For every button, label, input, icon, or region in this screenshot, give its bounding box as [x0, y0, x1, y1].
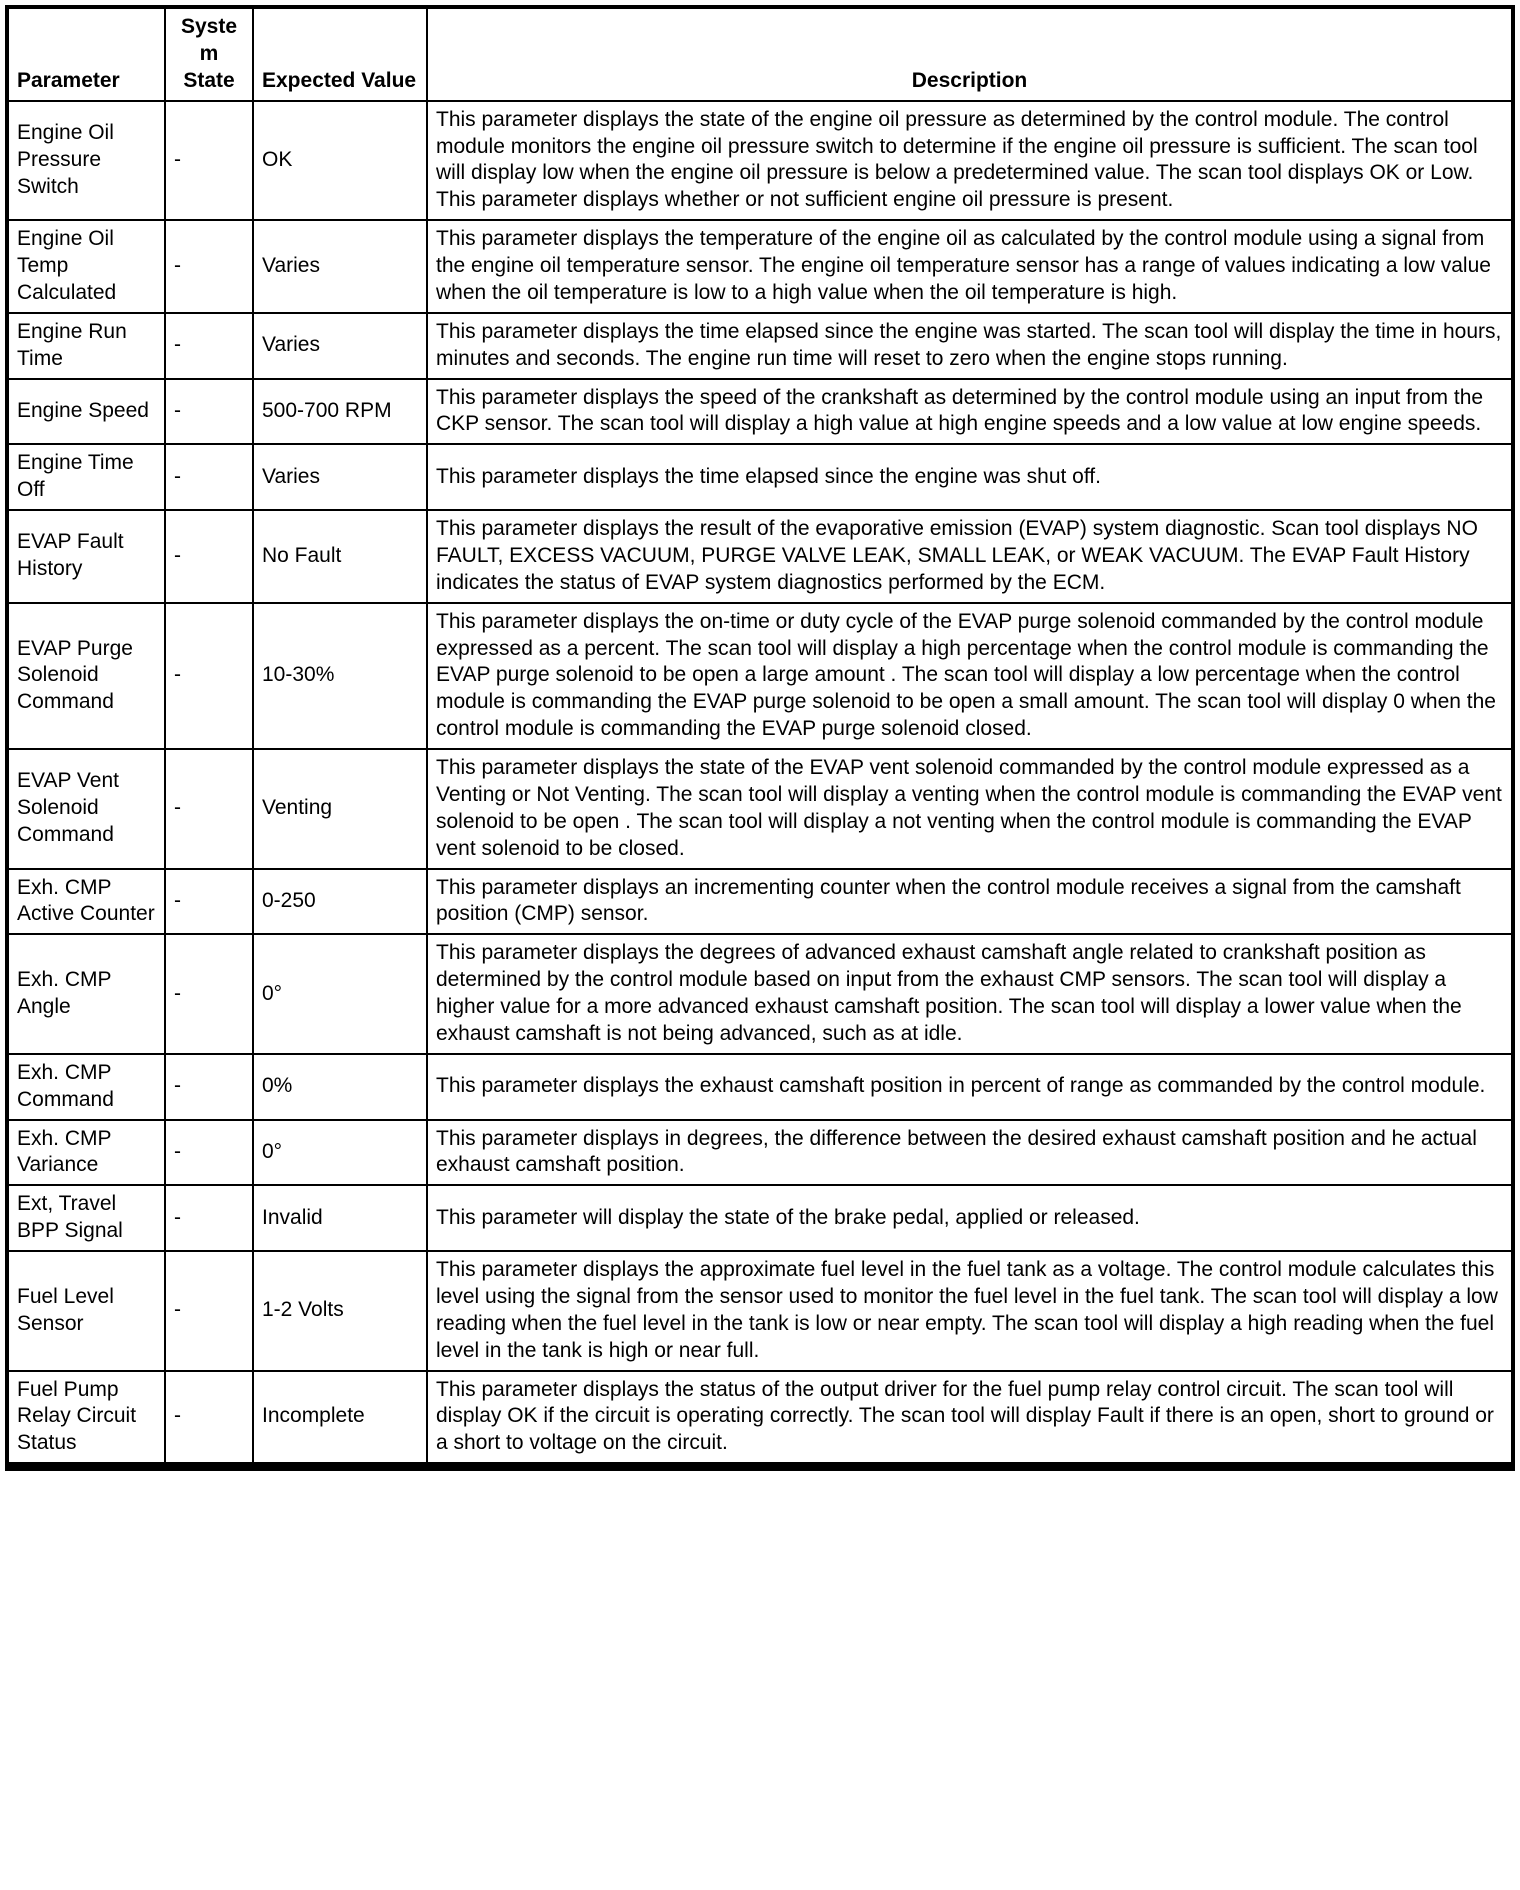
description-cell: This parameter displays the time elapsed since the engine was started. The scan tool will display the time in hours, minutes and seconds. The engine run time will reset to zero when the engine stops running. — [427, 313, 1513, 379]
table-row — [7, 1120, 1513, 1186]
system-state-cell: - — [165, 379, 253, 445]
parameter-cell: EVAP Purge Solenoid Command — [7, 603, 165, 749]
parameter-cell: Engine Oil Temp Calculated — [7, 220, 165, 313]
description-cell: This parameter displays the temperature of the engine oil as calculated by the control module using a signal from the engine oil temperature sensor. The engine oil temperature sensor has a range of values indicating a low value when the oil temperature is low to a high value when the oil temperature is high. — [427, 220, 1513, 313]
parameter-cell: Fuel Pump Relay Circuit Status — [7, 1371, 165, 1467]
table-row — [7, 444, 1513, 510]
scan-tool-parameter-table — [5, 5, 1515, 1471]
expected-value-cell: 10-30% — [253, 603, 427, 749]
parameter-cell: Exh. CMP Variance — [7, 1120, 165, 1186]
description-cell: This parameter displays the approximate fuel level in the fuel tank as a voltage. The control module calculates this level using the signal from the sensor used to monitor the fuel level in the fuel tank. The scan tool will display a low reading when the fuel level in the tank is low or near empty. The scan tool will display a high reading when the fuel level in the tank is high or near full. — [427, 1251, 1513, 1371]
system-state-cell: - — [165, 510, 253, 603]
parameter-cell: Ext, Travel BPP Signal — [7, 1185, 165, 1251]
description-cell: This parameter displays the status of the output driver for the fuel pump relay control circuit. The scan tool will display OK if the circuit is operating correctly. The scan tool will display Fault if there is an open, short to ground or a short to voltage on the circuit. — [427, 1371, 1513, 1467]
system-state-cell: - — [165, 603, 253, 749]
system-state-cell: - — [165, 1251, 253, 1371]
expected-value-cell: No Fault — [253, 510, 427, 603]
system-state-cell: - — [165, 101, 253, 221]
table-row — [7, 869, 1513, 935]
system-state-cell: - — [165, 1054, 253, 1120]
table-row — [7, 603, 1513, 749]
parameter-cell: Engine Speed — [7, 379, 165, 445]
parameter-cell: Engine Run Time — [7, 313, 165, 379]
table-row — [7, 220, 1513, 313]
description-cell: This parameter displays the result of the evaporative emission (EVAP) system diagnostic. Scan tool displays NO FAULT, EXCESS VACUUM, PURGE VALVE LEAK, SMALL LEAK, or WEAK VACUUM. The EVAP Fault History indicates the status of EVAP system diagnostics performed by the ECM. — [427, 510, 1513, 603]
expected-value-cell: Varies — [253, 220, 427, 313]
table-body — [7, 101, 1513, 1467]
description-cell: This parameter displays the exhaust camshaft position in percent of range as commanded by the control module. — [427, 1054, 1513, 1120]
description-cell: This parameter displays the on-time or duty cycle of the EVAP purge solenoid commanded by the control module expressed as a percent. The scan tool will display a high percentage when the control module is commanding the EVAP purge solenoid to be open a large amount . The scan tool will display a low percentage when the control module is commanding the EVAP purge solenoid to be open a small amount. The scan tool will display 0 when the control module is commanding the EVAP purge solenoid closed. — [427, 603, 1513, 749]
table-header-row — [7, 7, 1513, 101]
expected-value-cell: OK — [253, 101, 427, 221]
expected-value-cell: 0° — [253, 1120, 427, 1186]
column-header-parameter: Parameter — [7, 7, 165, 101]
system-state-cell: - — [165, 749, 253, 869]
expected-value-cell: Incomplete — [253, 1371, 427, 1467]
table-row — [7, 101, 1513, 221]
system-state-cell: - — [165, 1185, 253, 1251]
expected-value-cell: 1-2 Volts — [253, 1251, 427, 1371]
table-row — [7, 1054, 1513, 1120]
description-cell: This parameter displays the degrees of advanced exhaust camshaft angle related to crankshaft position as determined by the control module based on input from the exhaust CMP sensors. The scan tool will display a higher value for a more advanced exhaust camshaft position. The scan tool will display a lower value when the exhaust camshaft is not being advanced, such as at idle. — [427, 934, 1513, 1054]
description-cell: This parameter displays the state of the EVAP vent solenoid commanded by the control module expressed as a Venting or Not Venting. The scan tool will display a venting when the control module is commanding the EVAP vent solenoid to be open . The scan tool will display a not venting when the control module is commanding the EVAP vent solenoid to be closed. — [427, 749, 1513, 869]
parameter-cell: Exh. CMP Angle — [7, 934, 165, 1054]
table-row — [7, 749, 1513, 869]
system-state-cell: - — [165, 313, 253, 379]
system-state-cell: - — [165, 444, 253, 510]
expected-value-cell: 0% — [253, 1054, 427, 1120]
expected-value-cell: Varies — [253, 313, 427, 379]
description-cell: This parameter displays an incrementing counter when the control module receives a signal from the camshaft position (CMP) sensor. — [427, 869, 1513, 935]
parameter-cell: Exh. CMP Active Counter — [7, 869, 165, 935]
column-header-expected-value: Expected Value — [253, 7, 427, 101]
table-row — [7, 934, 1513, 1054]
table-row — [7, 1185, 1513, 1251]
description-cell: This parameter displays in degrees, the difference between the desired exhaust camshaft position and he actual exhaust camshaft position. — [427, 1120, 1513, 1186]
parameter-cell: Exh. CMP Command — [7, 1054, 165, 1120]
system-state-cell: - — [165, 220, 253, 313]
expected-value-cell: 0-250 — [253, 869, 427, 935]
parameter-cell: Engine Time Off — [7, 444, 165, 510]
description-cell: This parameter displays the speed of the crankshaft as determined by the control module using an input from the CKP sensor. The scan tool will display a high value at high engine speeds and a low value at low engine speeds. — [427, 379, 1513, 445]
table-row — [7, 1251, 1513, 1371]
parameter-cell: Engine Oil Pressure Switch — [7, 101, 165, 221]
expected-value-cell: Varies — [253, 444, 427, 510]
expected-value-cell: 0° — [253, 934, 427, 1054]
system-state-cell: - — [165, 869, 253, 935]
column-header-system-state: System State — [165, 7, 253, 101]
expected-value-cell: 500-700 RPM — [253, 379, 427, 445]
system-state-cell: - — [165, 1120, 253, 1186]
system-state-cell: - — [165, 1371, 253, 1467]
column-header-description: Description — [427, 7, 1513, 101]
system-state-cell: - — [165, 934, 253, 1054]
description-cell: This parameter displays the state of the engine oil pressure as determined by the control module. The control module monitors the engine oil pressure switch to determine if the engine oil pressure is sufficient. The scan tool will display low when the engine oil pressure is below a predetermined value. The scan tool displays OK or Low. This parameter displays whether or not sufficient engine oil pressure is present. — [427, 101, 1513, 221]
table-row — [7, 379, 1513, 445]
expected-value-cell: Invalid — [253, 1185, 427, 1251]
description-cell: This parameter will display the state of the brake pedal, applied or released. — [427, 1185, 1513, 1251]
expected-value-cell: Venting — [253, 749, 427, 869]
table-row — [7, 1371, 1513, 1467]
parameter-cell: EVAP Fault History — [7, 510, 165, 603]
description-cell: This parameter displays the time elapsed since the engine was shut off. — [427, 444, 1513, 510]
parameter-cell: Fuel Level Sensor — [7, 1251, 165, 1371]
table-row — [7, 313, 1513, 379]
parameter-cell: EVAP Vent Solenoid Command — [7, 749, 165, 869]
table-row — [7, 510, 1513, 603]
